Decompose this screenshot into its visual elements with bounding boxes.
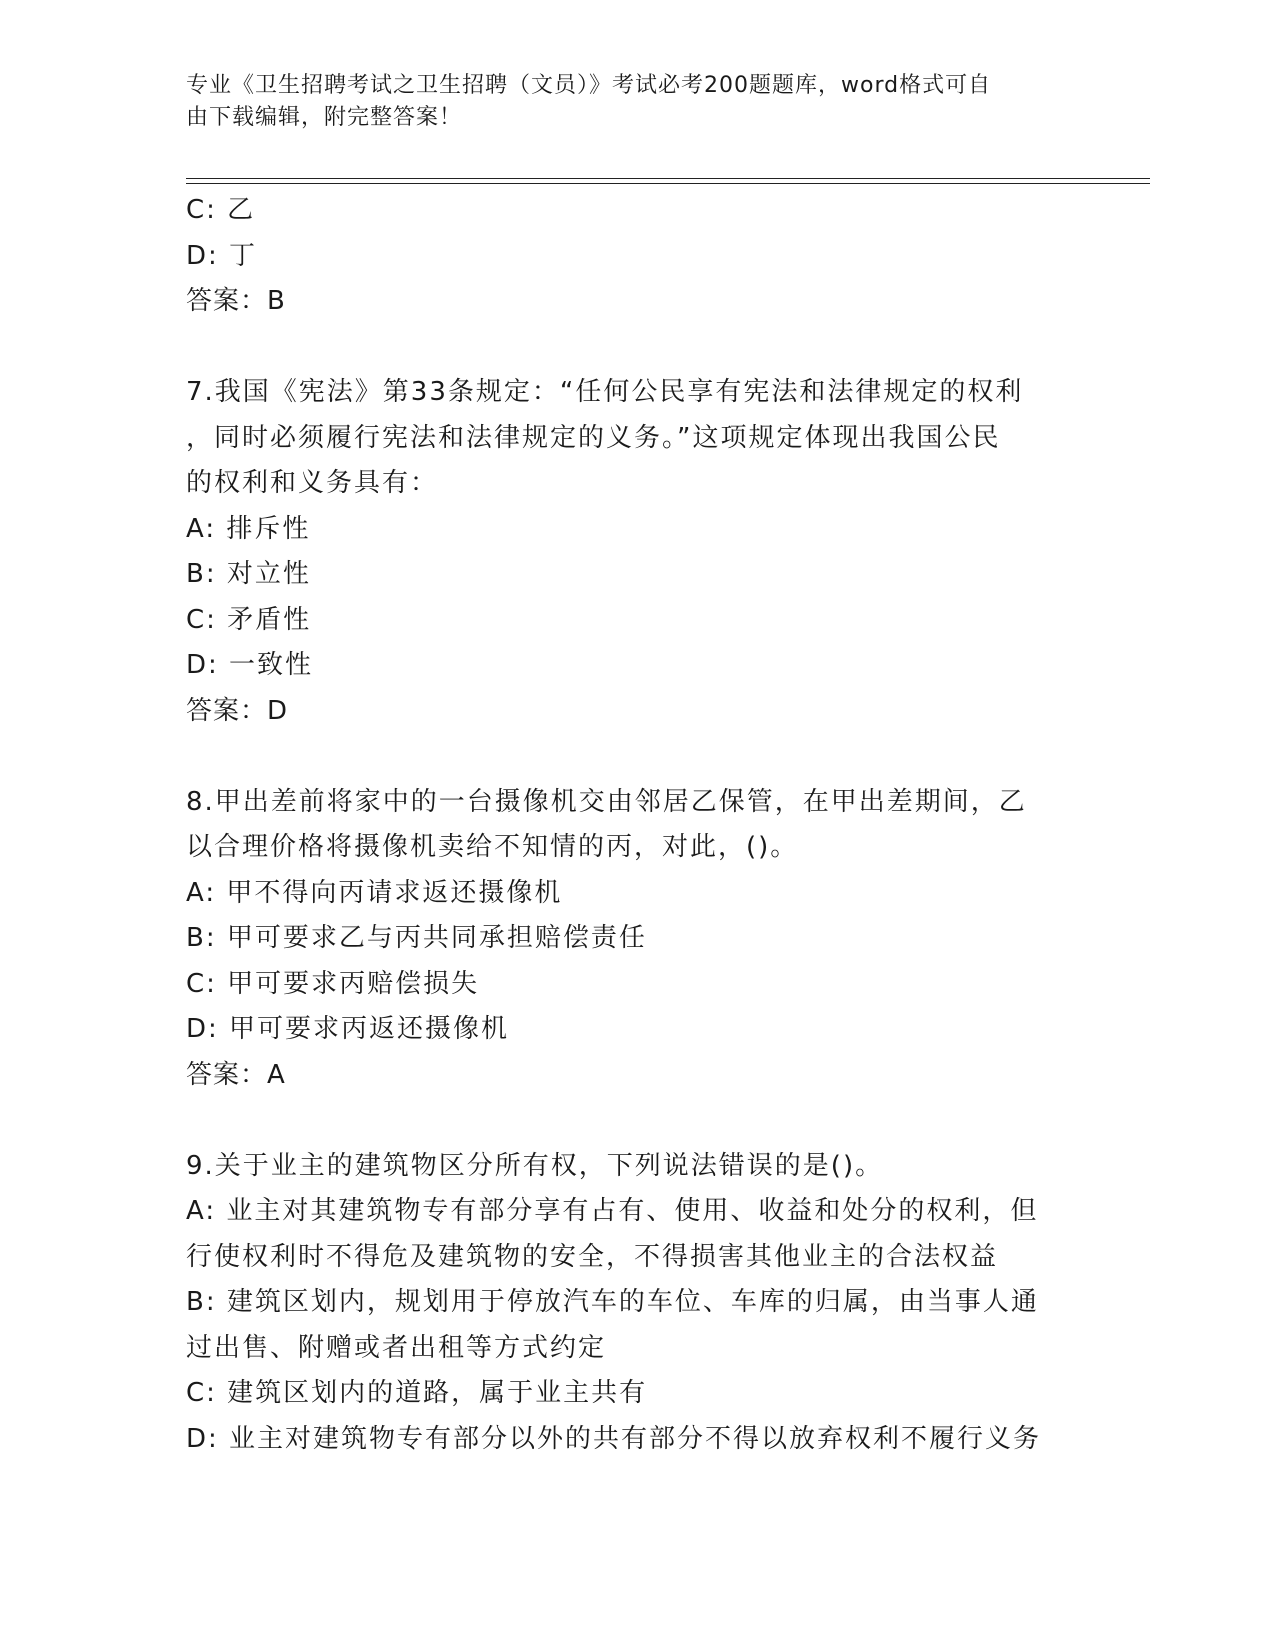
option-c: C: 乙 <box>186 195 256 225</box>
document-body <box>186 188 1086 1462</box>
option-b: B: 建筑区划内，规划用于停放汽车的车位、车库的归属，由当事人通 <box>186 1287 1039 1317</box>
previous-question-tail <box>186 188 1086 325</box>
answer: 答案：D <box>186 695 289 726</box>
answer: 答案：B <box>186 286 286 316</box>
question-text: 的权利和义务具有： <box>186 468 439 498</box>
spacer <box>186 1098 1086 1144</box>
question-text: 8.甲出差前将家中的一台摄像机交由邻居乙保管，在甲出差期间，乙 <box>186 786 1027 817</box>
option-d: D: 甲可要求丙返还摄像机 <box>186 1014 510 1044</box>
question-text: ，同时必须履行宪法和法律规定的义务。”这项规定体现出我国公民 <box>186 422 1001 453</box>
option-b: B: 对立性 <box>186 559 311 589</box>
option-d: D: 一致性 <box>186 650 314 680</box>
question-text: 以合理价格将摄像机卖给不知情的丙，对此，()。 <box>186 832 799 862</box>
option-b: B: 甲可要求乙与丙共同承担赔偿责任 <box>186 923 647 953</box>
question-8 <box>186 780 1086 1099</box>
header-divider-top <box>186 178 1150 179</box>
spacer <box>186 734 1086 780</box>
option-c: C: 矛盾性 <box>186 604 312 635</box>
option-d: D: 丁 <box>186 240 258 271</box>
header-divider-bottom <box>186 183 1150 184</box>
option-c: C: 甲可要求丙赔偿损失 <box>186 968 480 999</box>
option-d: D: 业主对建筑物专有部分以外的共有部分不得以放弃权利不履行义务 <box>186 1423 1042 1454</box>
question-text: 7.我国《宪法》第33条规定：“任何公民享有宪法和法律规定的权利 <box>186 377 1024 407</box>
spacer <box>186 325 1086 371</box>
option-c: C: 建筑区划内的道路，属于业主共有 <box>186 1378 648 1408</box>
option-b-continued: 过出售、附赠或者出租等方式约定 <box>186 1332 607 1363</box>
question-text: 9.关于业主的建筑物区分所有权，下列说法错误的是()。 <box>186 1150 884 1181</box>
header-line-1: 专业《卫生招聘考试之卫生招聘（文员）》考试必考200题题库，word格式可自 <box>186 73 992 98</box>
question-7 <box>186 370 1086 734</box>
option-a: A: 甲不得向丙请求返还摄像机 <box>186 877 563 908</box>
option-a-continued: 行使权利时不得危及建筑物的安全，不得损害其他业主的合法权益 <box>186 1241 999 1272</box>
option-a: A: 排斥性 <box>186 513 311 544</box>
answer: 答案：A <box>186 1059 286 1090</box>
option-a: A: 业主对其建筑物专有部分享有占有、使用、收益和处分的权利，但 <box>186 1196 1039 1226</box>
header-line-2: 由下载编辑，附完整答案！ <box>186 105 463 130</box>
page-header <box>186 70 1066 134</box>
question-9 <box>186 1144 1086 1463</box>
